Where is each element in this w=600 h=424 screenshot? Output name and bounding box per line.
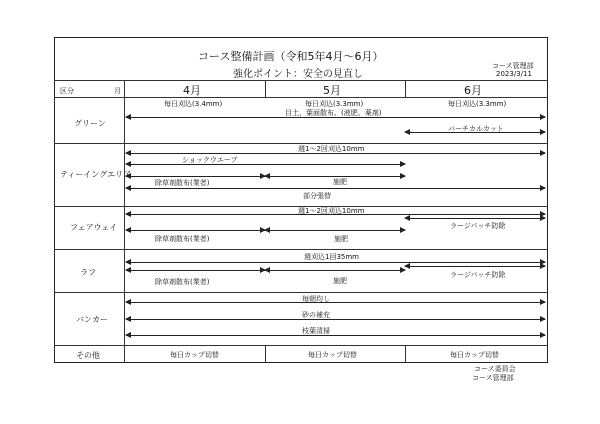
- rough-mowing-arrow: [126, 262, 545, 263]
- green-topdressing-arrow: [126, 117, 545, 118]
- row-divider-fairway: [54, 249, 548, 250]
- fairway-herbicide-arrow: [126, 230, 265, 231]
- bunker-leaf-cleaning: 枝葉清掃: [302, 327, 330, 335]
- fairway-herbicide: 除草剤散布(業者): [155, 235, 210, 243]
- rough-largepatch-arrow: [405, 266, 545, 267]
- month-divider-4-5-header: [265, 80, 266, 97]
- rough-herbicide-arrow: [126, 270, 265, 271]
- fairway-mowing: 週1～2回刈込10mm: [298, 207, 365, 215]
- footer-department: コース管理部: [472, 374, 514, 382]
- other-cup-june: 毎日カップ切替: [450, 351, 499, 359]
- bunker-sand-arrow: [126, 319, 545, 320]
- tee-partial-arrow: [126, 188, 545, 189]
- document-date: 2023/3/11: [496, 70, 532, 78]
- header-may: 5月: [323, 84, 341, 97]
- rough-fertilizer-arrow: [265, 270, 405, 271]
- row-label-green: グリーン: [74, 119, 106, 128]
- row-label-other: その他: [76, 351, 100, 360]
- tee-fertilizer: 施肥: [333, 178, 347, 186]
- month-divider-5-6-other: [405, 345, 406, 363]
- rough-fertilizer: 施肥: [333, 277, 347, 285]
- row-label-tee: ティーイングエリア: [60, 170, 132, 179]
- tee-herbicide-arrow: [126, 176, 265, 177]
- rough-mowing: 週刈込1回35mm: [304, 253, 359, 261]
- tee-mowing: 週1～2回刈込10mm: [298, 145, 365, 153]
- green-vertical-cut: バーチカルカット: [448, 125, 504, 133]
- page-subtitle: 強化ポイント：安全の見直し: [233, 69, 363, 80]
- tee-partial-replace: 部分張替: [303, 192, 331, 200]
- header-april: 4月: [183, 84, 201, 97]
- green-mow-may: 毎日刈込(3.3mm): [305, 100, 364, 108]
- other-cup-may: 毎日カップ切替: [308, 351, 357, 359]
- header-top-line: [54, 80, 548, 81]
- fairway-fertilizer: 施肥: [334, 235, 348, 243]
- footer-committee: コース委員会: [474, 365, 516, 373]
- fairway-largepatch: ラージパッチ防除: [450, 222, 506, 230]
- header-kubun: 区分: [60, 87, 74, 95]
- fairway-mowing-arrow: [126, 214, 545, 215]
- month-divider-5-6-header: [405, 80, 406, 97]
- row-label-bunker: バンカー: [76, 315, 108, 324]
- row-divider-bunker: [54, 345, 548, 346]
- fairway-fertilizer-arrow: [265, 230, 405, 231]
- green-mow-june: 毎日刈込(3.3mm): [448, 100, 507, 108]
- month-divider-4-5-other: [265, 345, 266, 363]
- green-topdressing: 目土、葉面散布、(液肥、薬剤): [285, 109, 382, 117]
- green-mow-april: 毎日刈込(3.4mm): [164, 100, 223, 108]
- fairway-largepatch-arrow: [405, 218, 545, 219]
- rough-largepatch: ラージパッチ防除: [450, 271, 506, 279]
- header-june: 6月: [464, 84, 482, 97]
- tee-shockwave: ショックウエーブ: [182, 156, 238, 164]
- department-label: コース管理部: [492, 62, 534, 70]
- other-cup-april: 毎日カップ切替: [170, 351, 219, 359]
- tee-shockwave-arrow: [126, 164, 405, 165]
- bunker-leaves-arrow: [126, 335, 545, 336]
- bunker-sand-refill: 砂の補充: [302, 311, 330, 319]
- rough-herbicide: 除草剤散布(業者): [155, 278, 210, 286]
- bunker-raking-arrow: [126, 302, 545, 303]
- page-title: コース整備計画（令和5年4月～6月）: [198, 50, 384, 63]
- header-tsuki: 月: [114, 87, 121, 95]
- row-label-fairway: フェアウェイ: [70, 223, 118, 232]
- row-divider-rough: [54, 292, 548, 293]
- row-label-rough: ラフ: [80, 268, 96, 277]
- bunker-raking: 毎朝均し: [302, 295, 330, 303]
- tee-mowing-arrow: [126, 153, 545, 154]
- tee-herbicide: 除草剤散布(業者): [155, 179, 210, 187]
